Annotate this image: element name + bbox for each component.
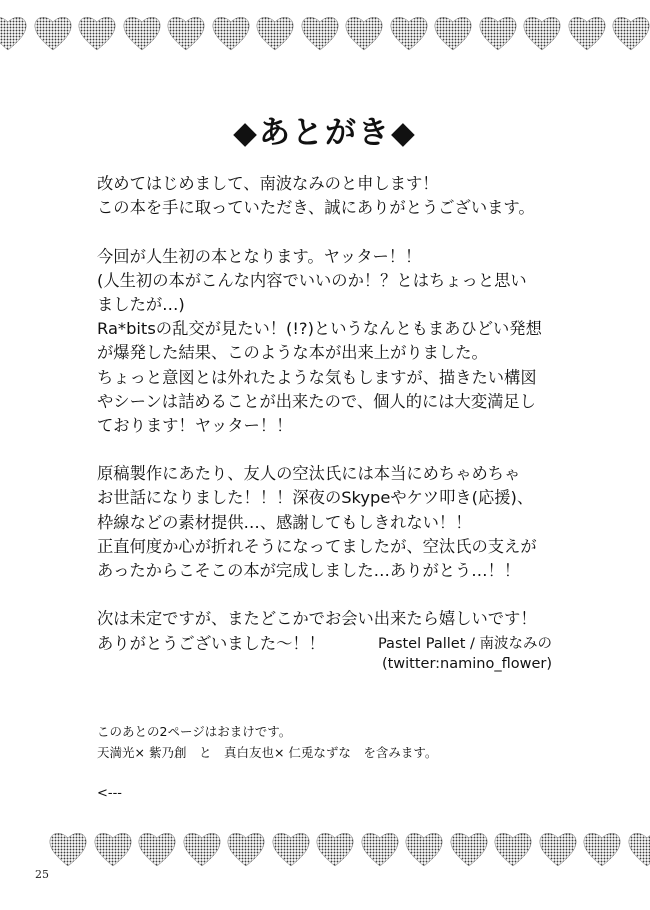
body-line: 次は未定ですが、またどこかでお会い出来たら嬉しいです！ [97,609,537,629]
halftone-heart-icon [211,14,251,52]
halftone-heart-icon [344,14,384,52]
body-line: 正直何度か心が折れそうになってましたが、空汰氏の支えが [97,536,537,556]
paragraph-gap [97,438,617,462]
body-line: Ra*bitsの乱交が見たい！(!?)というなんともまあひどい発想 [97,319,542,339]
bottom-heart-border [0,830,650,874]
body-line: 枠線などの素材提供…、感謝してもしきれない！！ [97,512,472,532]
page-title: ◆あとがき◆ [233,115,417,151]
body-line: ましたが…) [97,294,185,314]
body-line: 原稿製作にあたり、友人の空汰氏には本当にめちゃめちゃ [97,464,521,484]
halftone-heart-icon [93,830,133,868]
halftone-heart-icon [137,830,177,868]
halftone-heart-icon [404,830,444,868]
halftone-heart-icon [166,14,206,52]
halftone-heart-icon [315,830,355,868]
halftone-heart-icon [255,14,295,52]
body-line: ちょっと意図とは外れたような気もしますが、描きたい構図 [97,367,537,387]
halftone-heart-icon [271,830,311,868]
halftone-heart-icon [33,14,73,52]
halftone-heart-icon [449,830,489,868]
body-line: が爆発した結果、このような本が出来上がりました。 [97,343,488,363]
bonus-note: このあとの2ページはおまけです。 [97,724,292,739]
paragraph-gap [97,583,617,607]
body-line: お世話になりました！！！深夜のSkypeやケツ叩き(応援)、 [97,488,534,508]
body-line: あったからこそこの本が完成しました…ありがとう…！！ [97,561,521,580]
halftone-heart-icon [182,830,222,868]
paragraph-gap [97,220,617,244]
halftone-heart-icon [611,14,650,52]
page-number: 25 [35,868,49,881]
halftone-heart-icon [389,14,429,52]
pairing-note: 天満光× 紫乃創 と 真白友也× 仁兎なずな を含みます。 [97,745,438,760]
halftone-heart-icon [360,830,400,868]
halftone-heart-icon [627,830,650,868]
afterword-body [97,172,617,656]
halftone-heart-icon [567,14,607,52]
halftone-heart-icon [433,14,473,52]
halftone-heart-icon [522,14,562,52]
halftone-heart-icon [582,830,622,868]
halftone-heart-icon [538,830,578,868]
page-turn-arrow: <--- [97,786,122,801]
top-heart-border [0,14,650,58]
body-line: ております！ヤッター！！ [97,415,293,435]
halftone-heart-icon [122,14,162,52]
halftone-heart-icon [226,830,266,868]
halftone-heart-icon [48,830,88,868]
halftone-heart-icon [77,14,117,52]
body-line: (人生初の本がこんな内容でいいのか！？とはちょっと思い [97,270,527,290]
body-line: ありがとうございました〜！！ [97,633,325,653]
body-line: 今回が人生初の本となります。ヤッター！！ [97,246,422,266]
signature: Pastel Pallet / 南波なみの [377,636,552,652]
halftone-heart-icon [478,14,518,52]
twitter-handle: (twitter:namino_flower) [381,656,552,672]
body-line: この本を手に取っていただき、誠にありがとうございます。 [97,198,535,218]
halftone-heart-icon [0,14,28,52]
halftone-heart-icon [300,14,340,52]
halftone-heart-icon [493,830,533,868]
body-line: やシーンは詰めることが出来たので、個人的には大変満足し [97,391,536,411]
body-line: 改めてはじめまして、南波なみのと申します！ [97,174,439,193]
